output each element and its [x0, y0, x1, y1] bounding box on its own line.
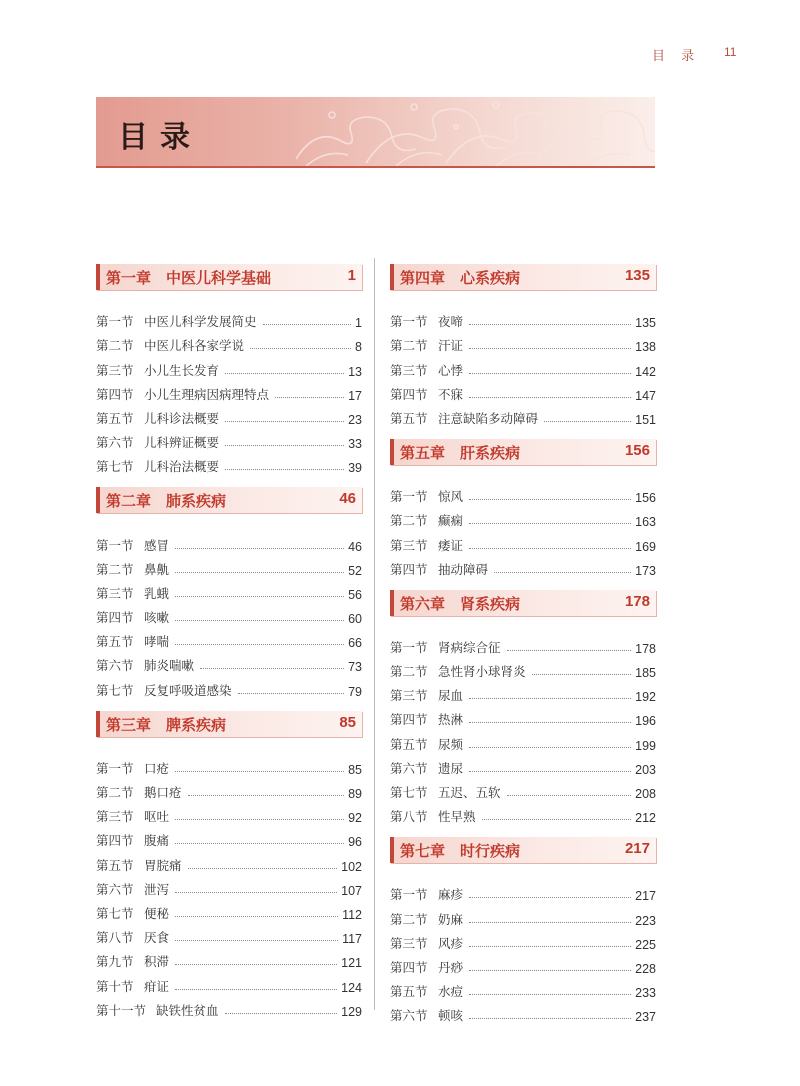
section-page-number: 163	[635, 515, 656, 530]
section-number: 第三节	[96, 809, 134, 825]
section-number: 第三节	[96, 362, 134, 378]
dot-leader	[469, 397, 631, 398]
toc-entry[interactable]	[96, 602, 362, 626]
section-number: 第三节	[390, 537, 428, 553]
section-page-number: 39	[348, 461, 362, 476]
section-page-number: 1	[355, 316, 362, 331]
dot-leader	[469, 548, 631, 549]
toc-entry[interactable]	[390, 505, 656, 529]
section-page-number: 13	[348, 364, 362, 379]
section-number: 第二节	[390, 664, 428, 680]
section-number: 第一节	[390, 314, 428, 330]
chapter-heading[interactable]	[96, 264, 362, 290]
section-page-number: 33	[348, 437, 362, 452]
dot-leader	[263, 324, 352, 325]
section-page-number: 96	[348, 835, 362, 850]
toc-entry[interactable]	[390, 330, 656, 354]
toc-entry[interactable]	[390, 481, 656, 505]
section-number: 第五节	[96, 410, 134, 426]
section-page-number: 203	[635, 762, 656, 777]
section-title: 性早熟	[438, 809, 476, 825]
section-title: 急性肾小球肾炎	[438, 664, 526, 680]
chapter-group	[390, 439, 656, 578]
running-head-page-number: 11	[724, 45, 737, 59]
dot-leader	[225, 445, 344, 446]
chapter-page-number: 46	[339, 490, 356, 508]
banner-underline	[96, 166, 655, 168]
section-title: 遗尿	[438, 760, 464, 776]
dot-leader	[469, 994, 631, 995]
section-page-number: 192	[635, 690, 656, 705]
section-page-number: 147	[635, 388, 656, 403]
section-title: 水痘	[438, 984, 464, 1000]
dot-leader	[494, 572, 631, 573]
section-page-number: 46	[348, 539, 362, 554]
section-number: 第三节	[390, 688, 428, 704]
dot-leader	[175, 548, 344, 549]
dot-leader	[469, 897, 631, 898]
dot-leader	[188, 868, 338, 869]
chapter-page-number: 217	[624, 840, 650, 858]
section-page-number: 208	[635, 787, 656, 801]
dot-leader	[469, 970, 631, 971]
dot-leader	[507, 650, 632, 651]
section-number: 第七节	[96, 905, 134, 921]
dot-leader	[175, 964, 337, 965]
section-title: 鹅口疮	[144, 785, 182, 800]
dot-leader	[188, 795, 345, 796]
section-page-number: 217	[635, 889, 656, 904]
section-page-number: 151	[635, 412, 656, 427]
section-page-number: 156	[635, 491, 656, 506]
section-page-number: 89	[348, 787, 362, 801]
section-page-number: 138	[635, 340, 656, 355]
section-title: 儿科治法概要	[144, 459, 220, 475]
section-number: 第四节	[390, 386, 428, 402]
dot-leader	[469, 373, 631, 374]
toc-entry[interactable]	[96, 354, 362, 378]
section-number: 第三节	[96, 585, 134, 601]
dot-leader	[200, 668, 344, 669]
section-title: 儿科辨证概要	[144, 435, 220, 451]
section-number: 第六节	[96, 658, 134, 674]
toc-entry[interactable]	[390, 879, 656, 903]
section-page-number: 73	[348, 660, 362, 675]
section-title: 咳嗽	[144, 610, 170, 626]
section-number: 第六节	[390, 1008, 428, 1024]
section-page-number: 23	[348, 412, 362, 427]
section-title: 麻疹	[438, 887, 464, 903]
section-title: 肾病综合征	[438, 639, 501, 655]
dot-leader	[250, 348, 351, 349]
dot-leader	[532, 674, 632, 675]
chapter-heading[interactable]	[96, 711, 362, 737]
section-page-number: 233	[635, 986, 656, 1001]
dot-leader	[175, 892, 337, 893]
section-page-number: 178	[635, 641, 656, 656]
toc-entry[interactable]	[390, 976, 656, 1000]
section-page-number: 212	[635, 811, 656, 826]
chapter-title: 第三章 脾系疾病	[106, 715, 227, 734]
section-title: 反复呼吸道感染	[144, 682, 232, 698]
section-page-number: 129	[341, 1004, 362, 1019]
section-number: 第六节	[96, 435, 134, 451]
section-number: 第十一节	[96, 1002, 147, 1018]
section-title: 热淋	[438, 712, 464, 728]
toc-entry[interactable]	[96, 674, 362, 698]
dot-leader	[175, 989, 337, 990]
section-title: 顿咳	[438, 1008, 464, 1024]
toc-entry[interactable]	[96, 529, 362, 553]
toc-entry[interactable]	[390, 928, 656, 952]
section-number: 第二节	[390, 513, 428, 529]
section-page-number: 135	[635, 316, 656, 331]
dot-leader	[544, 421, 631, 422]
dot-leader	[469, 698, 631, 699]
section-page-number: 60	[348, 612, 362, 627]
section-title: 小儿生长发育	[144, 362, 220, 378]
toc-entry[interactable]	[390, 306, 656, 330]
section-number: 第一节	[96, 314, 134, 330]
toc-entry[interactable]	[96, 427, 362, 451]
section-number: 第二节	[390, 911, 428, 927]
toc-entry[interactable]	[390, 554, 656, 578]
section-title: 缺铁性贫血	[156, 1002, 219, 1018]
section-number: 第四节	[96, 833, 134, 849]
dot-leader	[469, 499, 631, 500]
chapter-page-number: 135	[624, 267, 650, 284]
chapter-heading[interactable]	[96, 487, 362, 513]
section-number: 第七节	[96, 459, 134, 475]
toc-entry[interactable]	[390, 728, 656, 752]
toc-entry[interactable]	[390, 753, 656, 777]
chapter-group	[96, 487, 362, 698]
page-title: 目录	[118, 120, 202, 155]
chapter-group	[96, 264, 362, 475]
section-number: 第四节	[390, 959, 428, 975]
section-number: 第二节	[390, 338, 428, 354]
chapter-group	[390, 264, 656, 427]
section-page-number: 107	[341, 883, 362, 898]
chapter-page-number: 1	[347, 267, 356, 284]
section-number: 第五节	[390, 984, 428, 1000]
toc-entry[interactable]	[390, 379, 656, 403]
section-page-number: 102	[341, 859, 362, 874]
dot-leader	[469, 1018, 631, 1019]
section-number: 第五节	[96, 857, 134, 873]
toc-entry[interactable]	[96, 995, 362, 1019]
chapter-title: 第四章 心系疾病	[400, 269, 521, 287]
toc-entry[interactable]	[96, 650, 362, 674]
section-title: 丹痧	[438, 959, 464, 975]
dot-leader	[175, 572, 344, 573]
dot-leader	[469, 722, 631, 723]
dot-leader	[175, 771, 344, 772]
section-page-number: 199	[635, 738, 656, 753]
toc-entry[interactable]	[390, 403, 656, 427]
toc-entry[interactable]	[96, 554, 362, 578]
section-number: 第五节	[390, 736, 428, 752]
section-number: 第四节	[96, 610, 134, 626]
section-number: 第六节	[96, 881, 134, 897]
section-number: 第四节	[390, 561, 428, 577]
section-title: 泄泻	[144, 881, 170, 897]
section-page-number: 237	[635, 1010, 656, 1025]
dot-leader	[225, 421, 344, 422]
section-title: 尿血	[438, 688, 464, 704]
toc-entry[interactable]	[390, 354, 656, 378]
chapter-heading[interactable]	[390, 264, 656, 290]
chapter-group	[96, 711, 362, 1019]
dot-leader	[507, 795, 632, 796]
toc-entry[interactable]	[96, 849, 362, 873]
section-page-number: 196	[635, 714, 656, 729]
section-title: 抽动障碍	[438, 561, 489, 577]
section-page-number: 56	[348, 587, 362, 602]
chapter-title: 第五章 肝系疾病	[400, 443, 521, 462]
section-title: 奶麻	[438, 911, 464, 927]
chapter-page-number: 85	[339, 713, 356, 731]
section-number: 第七节	[96, 682, 134, 698]
dot-leader	[175, 819, 344, 820]
section-title: 小儿生理病因病理特点	[144, 386, 270, 402]
section-title: 风疹	[438, 935, 464, 951]
chapter-heading[interactable]	[390, 590, 656, 616]
section-page-number: 223	[635, 913, 656, 928]
section-title: 哮喘	[144, 634, 170, 650]
toc-entry[interactable]	[390, 903, 656, 927]
dot-leader	[175, 644, 344, 645]
section-page-number: 85	[348, 762, 362, 777]
section-title: 乳蛾	[144, 585, 170, 601]
section-page-number: 225	[635, 937, 656, 952]
section-number: 第一节	[390, 639, 428, 655]
chapter-group	[390, 837, 656, 1024]
toc-entry[interactable]	[96, 403, 362, 427]
toc-entry[interactable]	[96, 922, 362, 946]
section-number: 第二节	[96, 561, 134, 577]
toc-entry[interactable]	[390, 680, 656, 704]
toc-entry[interactable]	[96, 777, 362, 801]
section-title: 尿频	[438, 736, 464, 752]
section-page-number: 124	[341, 980, 362, 995]
column-divider	[374, 258, 375, 1010]
toc-entry[interactable]	[390, 777, 656, 801]
section-page-number: 8	[355, 340, 362, 355]
section-page-number: 112	[342, 907, 362, 922]
section-number: 第四节	[390, 712, 428, 728]
section-title: 中医儿科学发展简史	[144, 314, 257, 330]
toc-entry[interactable]	[390, 656, 656, 680]
section-title: 五迟、五软	[438, 785, 501, 800]
toc-entry[interactable]	[96, 578, 362, 602]
toc-column-left	[96, 264, 362, 1031]
toc-column-right	[390, 264, 656, 1036]
dot-leader	[469, 523, 631, 524]
section-title: 胃脘痛	[144, 857, 182, 873]
dot-leader	[225, 469, 344, 470]
toc-entry[interactable]	[390, 632, 656, 656]
section-title: 疳证	[144, 978, 170, 994]
dot-leader	[238, 693, 345, 694]
chapter-title: 第二章 肺系疾病	[106, 492, 227, 511]
toc-entry[interactable]	[96, 626, 362, 650]
section-number: 第六节	[390, 760, 428, 776]
section-number: 第八节	[390, 809, 428, 825]
section-number: 第九节	[96, 954, 134, 970]
section-page-number: 66	[348, 636, 362, 651]
toc-entry[interactable]	[96, 898, 362, 922]
chapter-page-number: 156	[624, 441, 650, 459]
toc-entry[interactable]	[96, 970, 362, 994]
toc-entry[interactable]	[96, 451, 362, 475]
dot-leader	[275, 397, 344, 398]
dot-leader	[469, 922, 631, 923]
dot-leader	[469, 771, 631, 772]
dot-leader	[469, 946, 631, 947]
section-title: 惊风	[438, 489, 464, 505]
dot-leader	[469, 324, 631, 325]
section-page-number: 173	[635, 563, 656, 578]
section-page-number: 169	[635, 539, 656, 554]
dot-leader	[482, 819, 632, 820]
section-title: 厌食	[144, 930, 170, 946]
section-page-number: 142	[635, 364, 656, 379]
chapter-title: 第七章 时行疾病	[400, 842, 521, 861]
section-title: 注意缺陷多动障碍	[438, 410, 539, 426]
chapter-title: 第一章 中医儿科学基础	[106, 269, 272, 287]
section-title: 肺炎喘嗽	[144, 658, 195, 674]
toc-entry[interactable]	[390, 529, 656, 553]
dot-leader	[469, 747, 631, 748]
section-title: 口疮	[144, 760, 170, 776]
section-title: 积滞	[144, 954, 170, 970]
section-title: 呕吐	[144, 809, 170, 825]
section-page-number: 121	[341, 956, 362, 971]
dot-leader	[175, 940, 338, 941]
running-head-section: 目 录	[652, 49, 701, 64]
dot-leader	[225, 373, 344, 374]
chapter-page-number: 178	[624, 592, 650, 610]
section-page-number: 228	[635, 961, 656, 976]
section-number: 第五节	[390, 410, 428, 426]
section-title: 夜啼	[438, 314, 464, 330]
section-title: 便秘	[144, 905, 170, 921]
section-title: 不寐	[438, 386, 464, 402]
section-title: 痿证	[438, 537, 464, 553]
dot-leader	[175, 620, 344, 621]
chapter-title: 第六章 肾系疾病	[400, 594, 521, 613]
section-title: 癫痫	[438, 513, 464, 529]
section-title: 心悸	[438, 362, 464, 378]
toc-entry[interactable]	[390, 704, 656, 728]
section-title: 儿科诊法概要	[144, 410, 220, 426]
section-number: 第八节	[96, 930, 134, 946]
toc-entry[interactable]	[96, 306, 362, 330]
section-number: 第一节	[96, 537, 134, 553]
section-number: 第三节	[390, 935, 428, 951]
toc-entry[interactable]	[96, 330, 362, 354]
chapter-group	[390, 590, 656, 826]
toc-entry[interactable]	[390, 1000, 656, 1024]
toc-entry[interactable]	[96, 753, 362, 777]
section-title: 腹痛	[144, 833, 170, 849]
chapter-heading[interactable]	[390, 837, 656, 863]
section-number: 第一节	[390, 887, 428, 903]
section-number: 第一节	[96, 760, 134, 776]
section-page-number: 17	[348, 388, 362, 403]
toc-entry[interactable]	[390, 801, 656, 825]
section-number: 第十节	[96, 978, 134, 994]
dot-leader	[175, 843, 344, 844]
wave-pattern-decoration	[296, 97, 655, 166]
section-number: 第二节	[96, 338, 134, 354]
section-number: 第二节	[96, 785, 134, 800]
section-page-number: 185	[635, 666, 656, 681]
dot-leader	[175, 916, 338, 917]
section-number: 第七节	[390, 785, 428, 800]
dot-leader	[175, 596, 344, 597]
section-number: 第五节	[96, 634, 134, 650]
chapter-heading[interactable]	[390, 439, 656, 465]
toc-entry[interactable]	[96, 825, 362, 849]
dot-leader	[225, 1013, 338, 1014]
toc-entry[interactable]	[96, 874, 362, 898]
section-page-number: 52	[348, 563, 362, 578]
section-title: 鼻鼽	[144, 561, 170, 577]
dot-leader	[469, 348, 631, 349]
section-title: 汗证	[438, 338, 464, 354]
toc-entry[interactable]	[96, 379, 362, 403]
section-page-number: 79	[348, 684, 362, 699]
section-page-number: 92	[348, 811, 362, 826]
section-page-number: 117	[342, 932, 362, 947]
section-number: 第一节	[390, 489, 428, 505]
section-title: 感冒	[144, 537, 170, 553]
toc-entry[interactable]	[96, 946, 362, 970]
section-number: 第四节	[96, 386, 134, 402]
toc-entry[interactable]	[390, 952, 656, 976]
section-title: 中医儿科各家学说	[144, 338, 245, 354]
toc-entry[interactable]	[96, 801, 362, 825]
section-number: 第三节	[390, 362, 428, 378]
